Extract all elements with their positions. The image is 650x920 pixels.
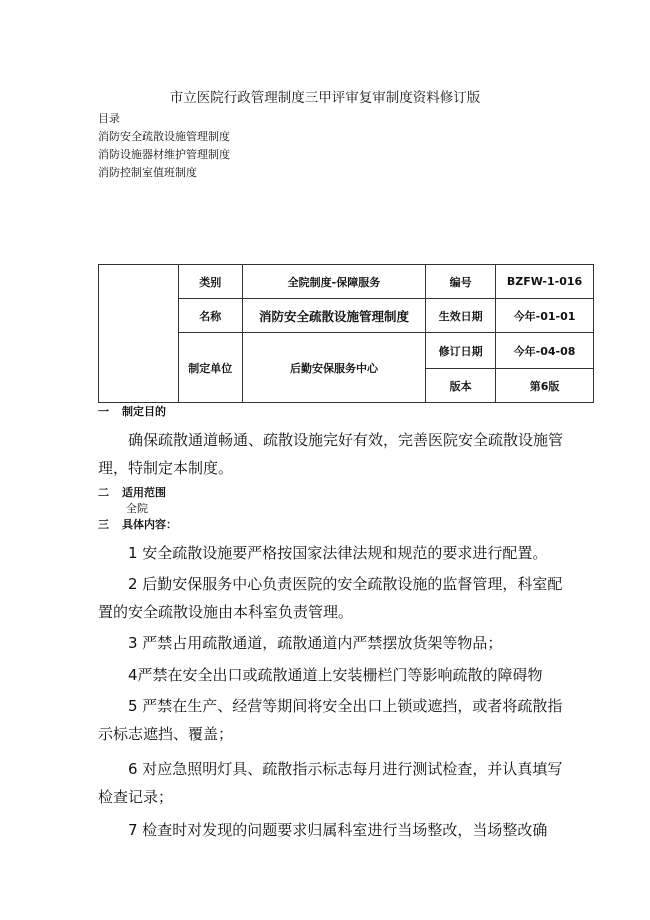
purpose-text: 确保疏散通道畅通、疏散设施完好有效，完善医院安全疏散设施管理，特制定本制度。 xyxy=(98,431,564,477)
scope-text: 全院 xyxy=(126,502,148,515)
section-title: 适用范围 xyxy=(122,486,166,499)
item-text: 1 安全疏散设施要严格按国家法律法规和规范的要求进行配置。 xyxy=(128,544,548,562)
section-number: 二 xyxy=(98,486,109,499)
category-label: 类别 xyxy=(178,265,242,299)
revised-date-label: 修订日期 xyxy=(426,333,496,369)
name-label: 名称 xyxy=(178,299,242,333)
table-of-contents xyxy=(98,110,230,182)
item-text: 6 对应急照明灯具、疏散指示标志每月进行测试检查，并认真填写检查记录； xyxy=(98,760,563,806)
item-text: 5 严禁在生产、经营等期间将安全出口上锁或遮挡，或者将疏散指示标志遮挡、覆盖； xyxy=(98,697,563,743)
unit-value: 后勤安保服务中心 xyxy=(242,333,426,403)
section-title: 制定目的 xyxy=(122,405,166,418)
section-heading xyxy=(98,484,166,500)
content-item xyxy=(98,816,568,844)
section-heading xyxy=(98,403,166,419)
item-text: 2 后勤安保服务中心负责医院的安全疏散设施的监督管理，科室配置的安全疏散设施由本科室负责管理。 xyxy=(98,575,563,621)
item-text: 3 严禁占用疏散通道，疏散通道内严禁摆放货架等物品； xyxy=(128,634,503,652)
name-value: 消防安全疏散设施管理制度 xyxy=(242,299,426,333)
category-value: 全院制度-保障服务 xyxy=(242,265,426,299)
code-label: 编号 xyxy=(426,265,496,299)
code-value: BZFW-1-016 xyxy=(496,265,594,299)
section-number: 一 xyxy=(98,405,109,418)
section-number: 三 xyxy=(98,518,109,531)
purpose-paragraph xyxy=(98,426,568,482)
content-item xyxy=(98,539,568,567)
toc-item: 消防设施器材维护管理制度 xyxy=(98,148,230,161)
document-title: 市立医院行政管理制度三甲评审复审制度资料修订版 xyxy=(169,90,481,106)
item-text: 7 检查时对发现的问题要求归属科室进行当场整改，当场整改确 xyxy=(128,821,548,839)
toc-item: 消防控制室值班制度 xyxy=(98,166,197,179)
version-label: 版本 xyxy=(426,369,496,403)
content-item xyxy=(98,755,568,811)
section-heading xyxy=(98,516,177,532)
content-item xyxy=(98,570,568,626)
unit-label: 制定单位 xyxy=(178,333,242,403)
blank-cell xyxy=(99,265,179,403)
version-value: 第6版 xyxy=(496,369,594,403)
info-table xyxy=(98,264,594,403)
content-item xyxy=(98,661,568,689)
toc-heading: 目录 xyxy=(98,112,120,125)
content-item xyxy=(98,629,568,657)
effective-date-label: 生效日期 xyxy=(426,299,496,333)
section-title: 具体内容： xyxy=(122,518,177,531)
effective-date-value: 今年-01-01 xyxy=(496,299,594,333)
content-item xyxy=(98,692,568,748)
toc-item: 消防安全疏散设施管理制度 xyxy=(98,130,230,143)
item-text: 4严禁在安全出口或疏散通道上安装栅栏门等影响疏散的障碍物 xyxy=(128,666,543,684)
revised-date-value: 今年-04-08 xyxy=(496,333,594,369)
